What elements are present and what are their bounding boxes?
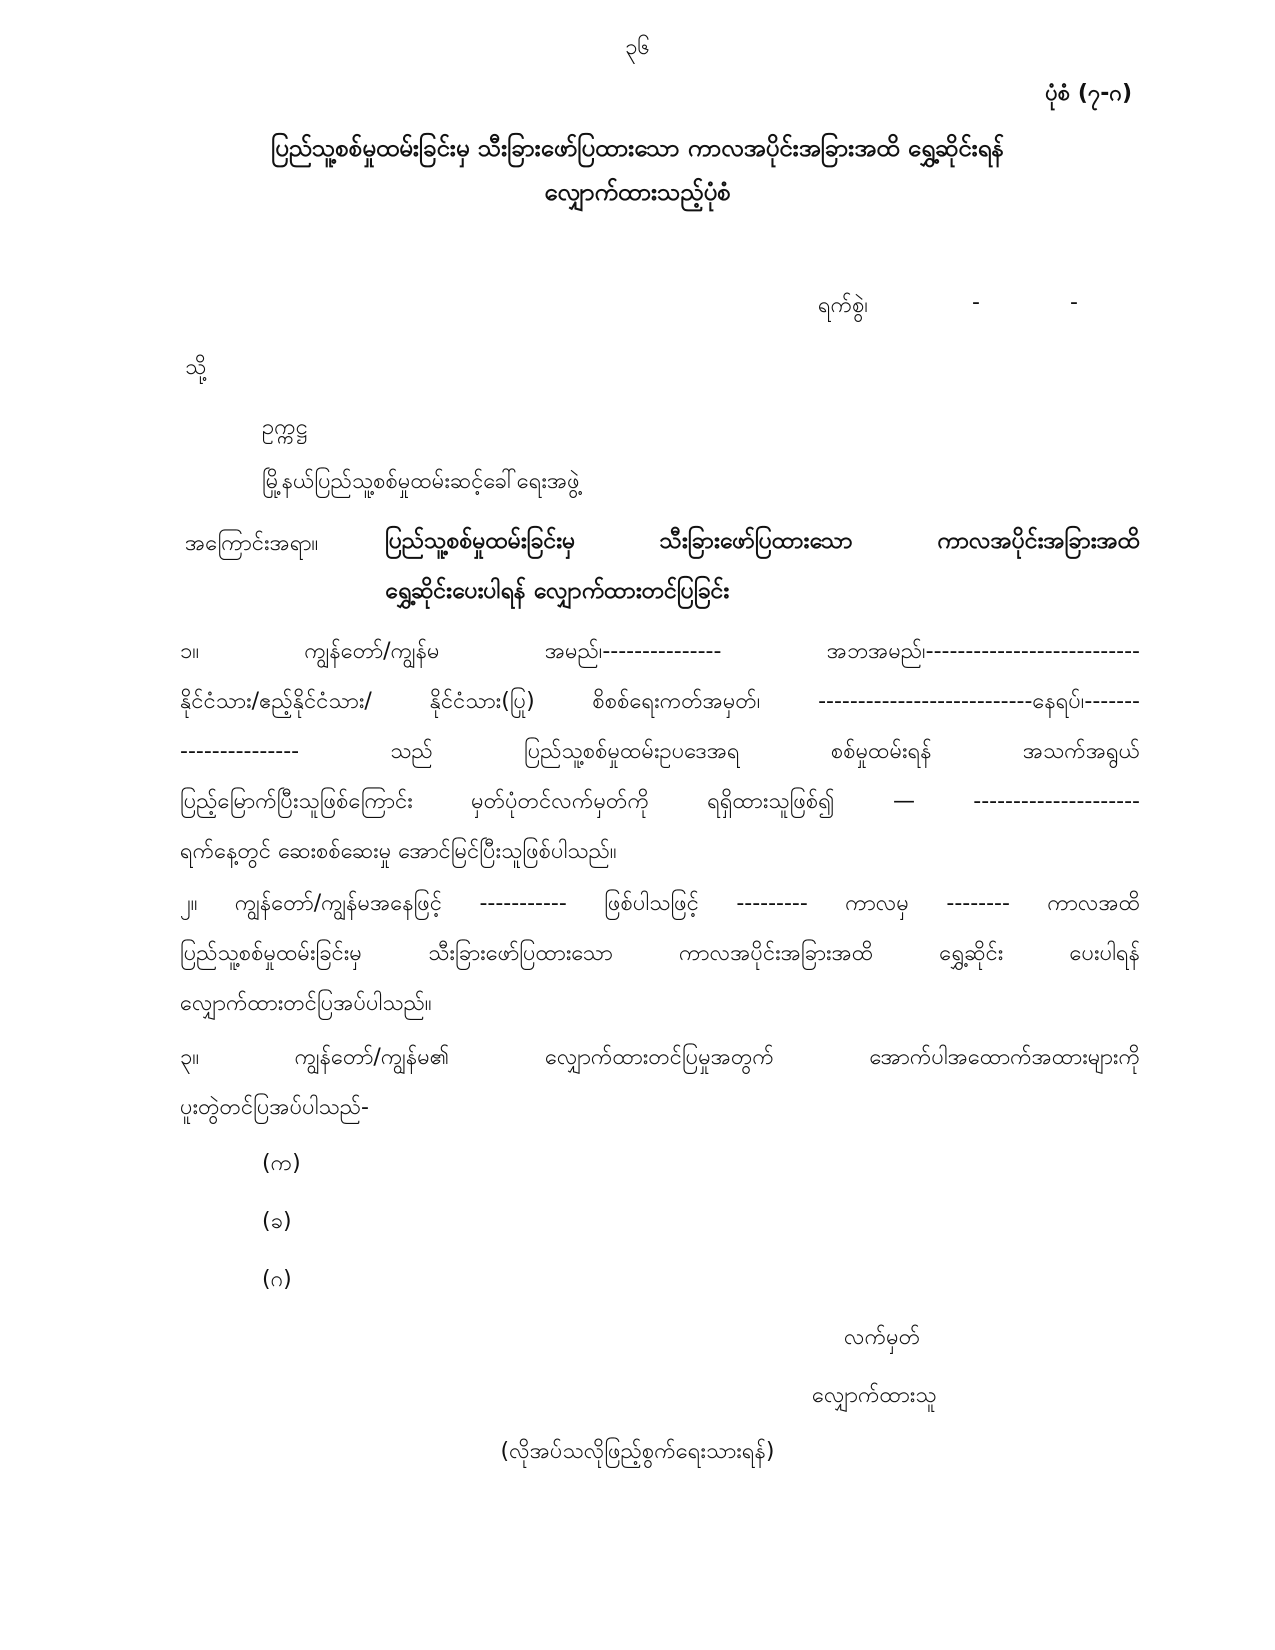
applicant-label: လျှောက်ထားသူ bbox=[812, 1383, 937, 1408]
subject-label: အကြောင်းအရာ။ bbox=[185, 531, 319, 556]
para1-line: ၁။ ကျွန်တော်/ကျွန်မ အမည်၊--------------- အဘအမည်၊--------------------------- bbox=[180, 639, 1140, 664]
form-title-line-2: လျှောက်ထားသည့်ပုံစံ bbox=[544, 178, 731, 206]
subject-line-2: ရွှေ့ဆိုင်းပေးပါရန် လျှောက်ထားတင်ပြခြင်း bbox=[385, 578, 730, 604]
signature-label: လက်မှတ် bbox=[844, 1325, 921, 1350]
fill-note: (လိုအပ်သလိုဖြည့်စွက်ရေးသားရန်) bbox=[500, 1439, 775, 1464]
form-title-line-1: ပြည်သူ့စစ်မှုထမ်းခြင်းမှ သီးခြားဖော်ပြထားသော ကာလအပိုင်းအခြားအထိ ရွှေ့ဆိုင်းရန် bbox=[271, 134, 1004, 162]
para1-line: --------------- သည် ပြည်သူ့စစ်မှုထမ်းဥပဒေအရ စစ်မှုထမ်းရန် အသက်အရွယ် bbox=[180, 739, 1140, 764]
para2-line: လျှောက်ထားတင်ပြအပ်ပါသည်။ bbox=[180, 991, 432, 1016]
to-label: သို့ bbox=[185, 355, 207, 380]
para1-line: နိုင်ငံသား/ဧည့်နိုင်ငံသား/ နိုင်ငံသား(ပြု) စိစစ်ရေးကတ်အမှတ်၊ ---------------------------နေရပ်၊------- bbox=[180, 689, 1140, 714]
date-separator: - bbox=[1070, 290, 1078, 315]
attachment-item: (က) bbox=[262, 1151, 301, 1176]
para2-line: ပြည်သူ့စစ်မှုထမ်းခြင်းမှ သီးခြားဖော်ပြထားသော ကာလအပိုင်းအခြားအထိ ရွှေ့ဆိုင်း ပေးပါရန် bbox=[180, 941, 1140, 966]
attachment-item: (ခ) bbox=[262, 1209, 292, 1234]
recipient-office: မြို့နယ်ပြည်သူ့စစ်မှုထမ်းဆင့်ခေါ်ရေးအဖွဲ့ bbox=[262, 469, 580, 494]
form-code: ပုံစံ (၇-ဂ) bbox=[1045, 81, 1132, 106]
para1-line: ပြည့်မြောက်ပြီးသူဖြစ်ကြောင်း မှတ်ပုံတင်လက်မှတ်ကို ရရှိထားသူဖြစ်၍ — --------------------- bbox=[180, 789, 1140, 814]
date-separator: - bbox=[972, 290, 980, 315]
para3-line: ၃။ ကျွန်တော်/ကျွန်မ၏ လျှောက်ထားတင်ပြမှုအတွက် အောက်ပါအထောက်အထားများကို bbox=[180, 1045, 1140, 1070]
page-number: ၃၆ bbox=[625, 35, 650, 60]
para2-line: ၂။ ကျွန်တော်/ကျွန်မအနေဖြင့် ----------- ဖြစ်ပါသဖြင့် --------- ကာလမှ -------- ကာလအထိ bbox=[180, 891, 1140, 916]
para1-line: ရက်နေ့တွင် ဆေးစစ်ဆေးမှု အောင်မြင်ပြီးသူဖြစ်ပါသည်။ bbox=[180, 839, 617, 864]
attachment-item: (ဂ) bbox=[262, 1267, 292, 1292]
date-label: ရက်စွဲ၊ bbox=[818, 293, 869, 318]
para3-line: ပူးတွဲတင်ပြအပ်ပါသည်- bbox=[180, 1095, 369, 1120]
recipient-title: ဥက္ကဋ္ဌ bbox=[262, 415, 308, 440]
subject-line-1: ပြည်သူ့စစ်မှုထမ်းခြင်းမှ သီးခြားဖော်ပြထားသော ကာလအပိုင်းအခြားအထိ bbox=[385, 528, 1140, 554]
